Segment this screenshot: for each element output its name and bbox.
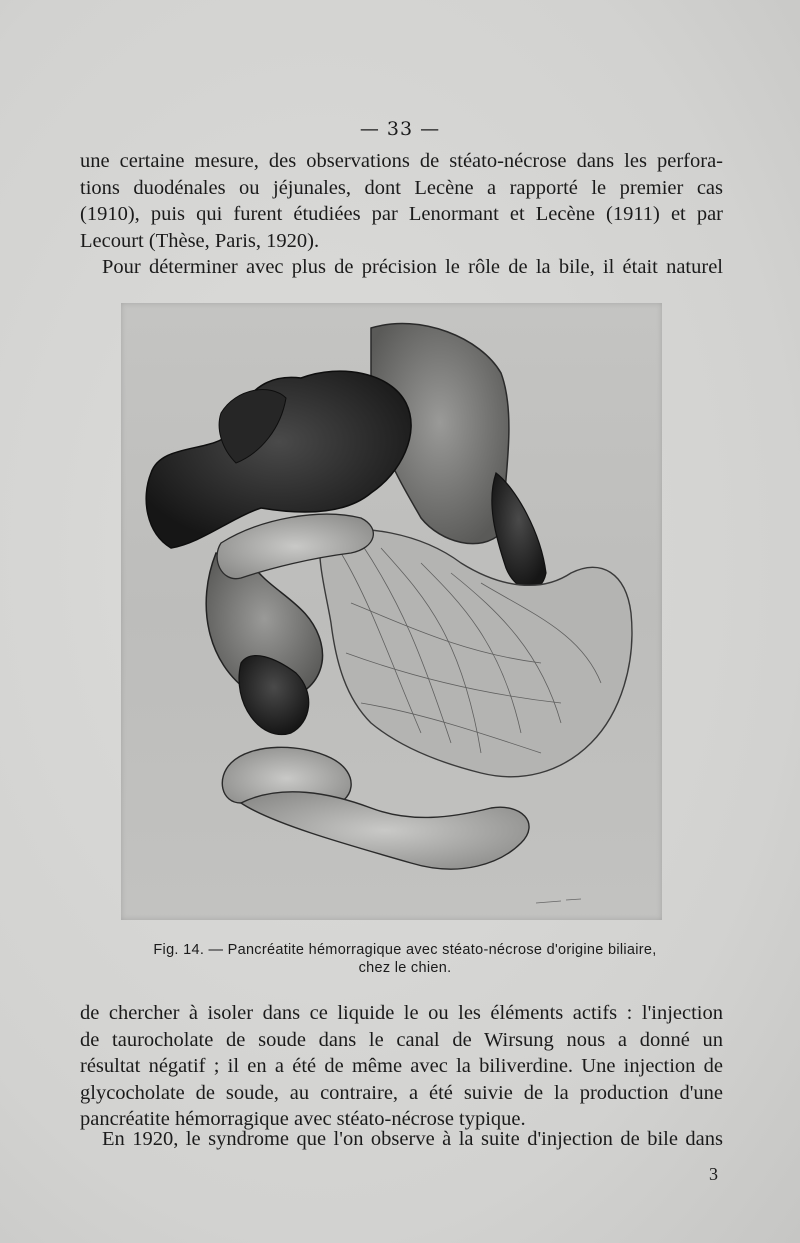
mesentery-web-shape xyxy=(320,529,632,777)
text-line: (1910), puis qui furent étudiées par Lenormant et Lecène (1911) et par xyxy=(80,203,723,225)
text-line: Pour déterminer avec plus de précision le rôle de la bile, il était naturel xyxy=(102,256,723,278)
caption-line: chez le chien. xyxy=(358,960,452,976)
paragraph-2 xyxy=(80,254,723,281)
text-line: de chercher à isoler dans ce liquide le ou les éléments actifs : l'injection xyxy=(80,1002,723,1024)
paragraph-1 xyxy=(80,148,723,254)
spleen-shape xyxy=(492,473,546,589)
text-line: Lecourt (Thèse, Paris, 1920). xyxy=(80,229,320,252)
intestine-loop-shape xyxy=(241,792,529,869)
paragraph-4 xyxy=(80,1126,723,1153)
signature-mark: 3 xyxy=(709,1164,718,1184)
artist-mark xyxy=(536,899,581,903)
text-line: de taurocholate de soude dans le canal de Wirsung nous a donné un xyxy=(80,1028,723,1051)
figure-illustration xyxy=(121,303,662,920)
caption-line: Fig. 14. — Pancréatite hémorragique avec stéato-nécrose d'origine biliaire, xyxy=(153,942,657,958)
text-line: En 1920, le syndrome que l'on observe à la suite d'injection de bile dans xyxy=(102,1128,723,1150)
figure-caption xyxy=(110,941,700,977)
text-line: pancréatite hémorragique avec stéato-nécrose typique. xyxy=(80,1108,526,1130)
paragraph-3 xyxy=(80,1000,723,1133)
page-number: — 33 — xyxy=(359,118,441,140)
text-line: glycocholate de soude, au contraire, a été suivie de la production d'une xyxy=(80,1081,723,1104)
anatomical-figure xyxy=(121,303,662,920)
text-line: résultat négatif ; il en a été de même avec la biliverdine. Une injection de xyxy=(80,1055,723,1077)
text-line: tions duodénales ou jéjunales, dont Lecène a rapporté le premier cas xyxy=(80,176,723,199)
text-line: une certaine mesure, des observations de stéato-nécrose dans les perfora- xyxy=(80,150,723,172)
